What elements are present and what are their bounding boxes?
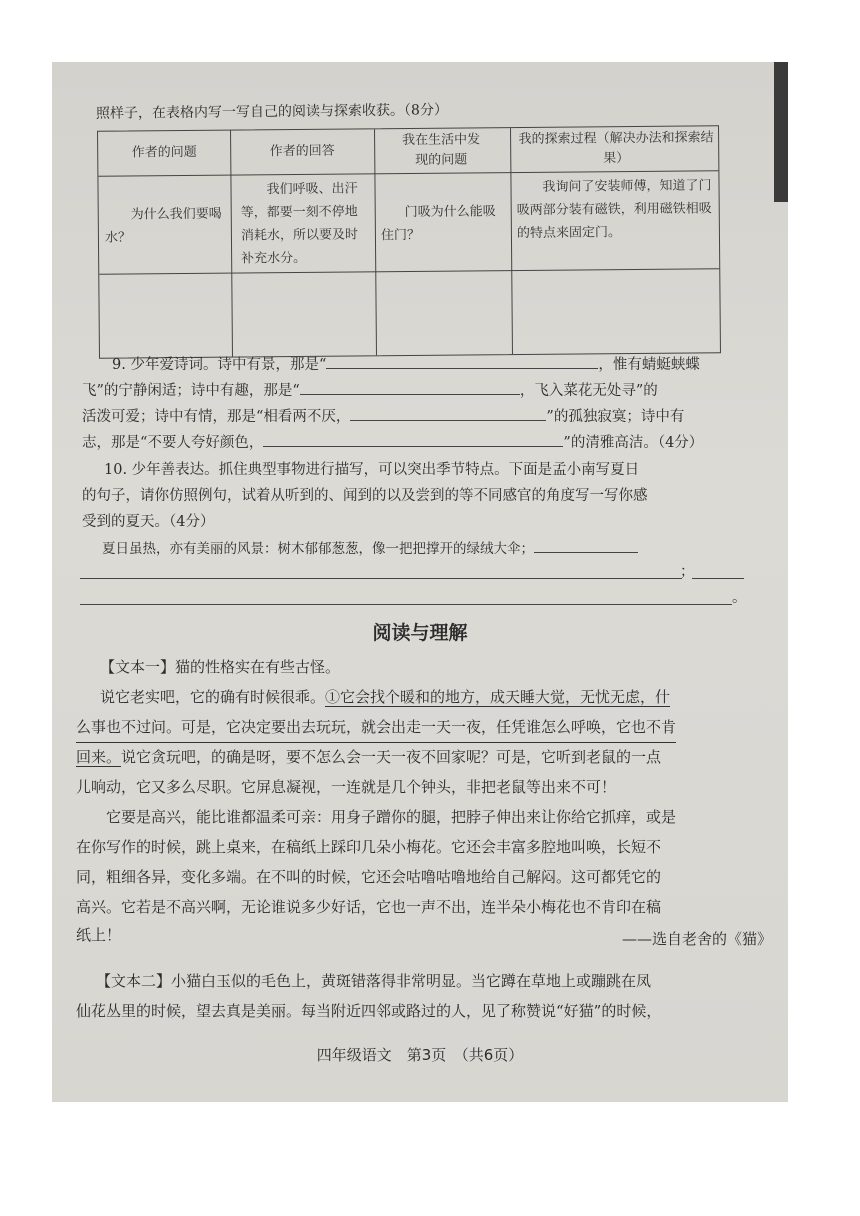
answer-line-1b[interactable]: [692, 578, 744, 579]
text1-line7: 在你写作的时候，跳上桌来，在稿纸上踩印几朵小梅花。它还会丰富多腔地叫唤，长短不: [76, 838, 662, 856]
text1-line3: 么事也不过问。可是，它决定要出去玩玩，就会出走一天一夜，任凭谁怎么呼唤，它也不肯: [76, 712, 676, 743]
blank-cell-3[interactable]: [381, 278, 506, 349]
cell-author-question: 为什么我们要喝水？: [104, 206, 222, 246]
text1-line9: 高兴。它若是不高兴啊，无论谁说多少好话，它也一声不出，连半朵小梅花也不肯印在稿: [76, 898, 662, 916]
q9-line3: 活泼可爱；诗中有情，那是“相看两不厌， ”的孤独寂寞；诗中有: [82, 406, 684, 427]
blank-cell-4[interactable]: [517, 276, 714, 348]
text1-source: ——选自老舍的《猫》: [621, 930, 772, 948]
text1-line4: 回来。说它贪玩吧，的确是呀，要不怎么会一天一夜不回家呢？可是，它听到老鼠的一点: [76, 748, 662, 766]
q9-line1: 9. 少年爱诗词。诗中有景，那是“ ，惟有蜻蜓蛱蝶: [112, 354, 700, 375]
harvest-table: [97, 125, 721, 358]
text1-line5: 儿响动，它又多么尽职。它屏息凝视，一连就是几个钟头，非把老鼠等出来不可！: [76, 778, 617, 796]
text1-line2: 说它老实吧，它的确有时候很乖。①它会找个暖和的地方，成天睡大觉，无忧无虑，什: [100, 688, 671, 706]
blank-poem-4[interactable]: [263, 432, 563, 447]
exam-page: [52, 62, 788, 1102]
text1-line6: 它要是高兴，能比谁都温柔可亲：用身子蹭你的腿，把脖子伸出来让你给它抓痒，或是: [106, 808, 677, 826]
q10-line2: 的句子，请你仿照例句，试着从听到的、闻到的以及尝到的等不同感官的角度写一写你感: [82, 488, 648, 504]
q10-semicolon: ；: [680, 564, 695, 580]
blank-cell-2[interactable]: [241, 279, 370, 350]
photo-frame: [52, 62, 788, 1102]
answer-line-2[interactable]: [80, 604, 732, 605]
q10-example: 夏日虽热，亦有美丽的风景：树木郁郁葱葱，像一把把撑开的绿绒大伞；: [102, 538, 638, 559]
header-my-exploration: 我的探索过程（解决办法和探索结果）: [518, 130, 714, 167]
cell-author-answer: 我们呼吸、出汗等，都要一刻不停地消耗水，所以要及时补充水分。: [240, 181, 359, 267]
q10-line3: 受到的夏天。（4分）: [82, 514, 215, 530]
page-footer: 四年级语文 第3页 （共6页）: [316, 1046, 524, 1064]
text1-line10: 纸上！: [76, 926, 122, 944]
cell-my-question: 门吸为什么能吸住门？: [380, 204, 496, 244]
answer-line-1[interactable]: [80, 578, 682, 579]
text2-line2: 仙花丛里的时候，望去真是美丽。每当附近四邻或路过的人，见了称赞说“好猫”的时候，: [76, 1002, 662, 1020]
q10-period: 。: [732, 590, 747, 606]
text2-line1: 【文本二】小猫白玉似的毛色上，黄斑错落得非常明显。当它蹲在草地上或蹦跳在凤: [96, 972, 652, 990]
blank-cell-1[interactable]: [105, 281, 228, 352]
blank-example-end[interactable]: [534, 538, 638, 553]
header-my-question: 我在生活中发现的问题: [402, 132, 481, 168]
header-author-question: 作者的问题: [131, 144, 197, 161]
section-title: 阅读与理解: [372, 622, 468, 644]
table-instruction: 照样子，在表格内写一写自己的阅读与探索收获。（8分）: [95, 102, 448, 122]
blank-poem-1[interactable]: [326, 354, 598, 369]
cell-my-exploration: 我询问了安装师傅，知道了门吸两部分装有磁铁，利用磁铁相吸的特点来固定门。: [516, 178, 712, 242]
blank-poem-3[interactable]: [350, 406, 546, 421]
q9-line4: 志，那是“不要人夸好颜色， ”的清雅高洁。（4分）: [82, 432, 703, 453]
q9-line2: 飞”的宁静闲适；诗中有趣，那是“ ，飞入菜花无处寻”的: [82, 380, 658, 401]
text1-line8: 同，粗细各异，变化多端。在不叫的时候，它还会咕噜咕噜地给自己解闷。这可都凭它的: [76, 868, 662, 886]
q10-line1: 10. 少年善表达。抓住典型事物进行描写，可以突出季节特点。下面是孟小南写夏日: [104, 462, 640, 478]
blank-poem-2[interactable]: [300, 380, 520, 395]
header-author-answer: 作者的回答: [269, 143, 335, 160]
text1-line1: 【文本一】猫的性格实在有些古怪。: [100, 658, 341, 676]
